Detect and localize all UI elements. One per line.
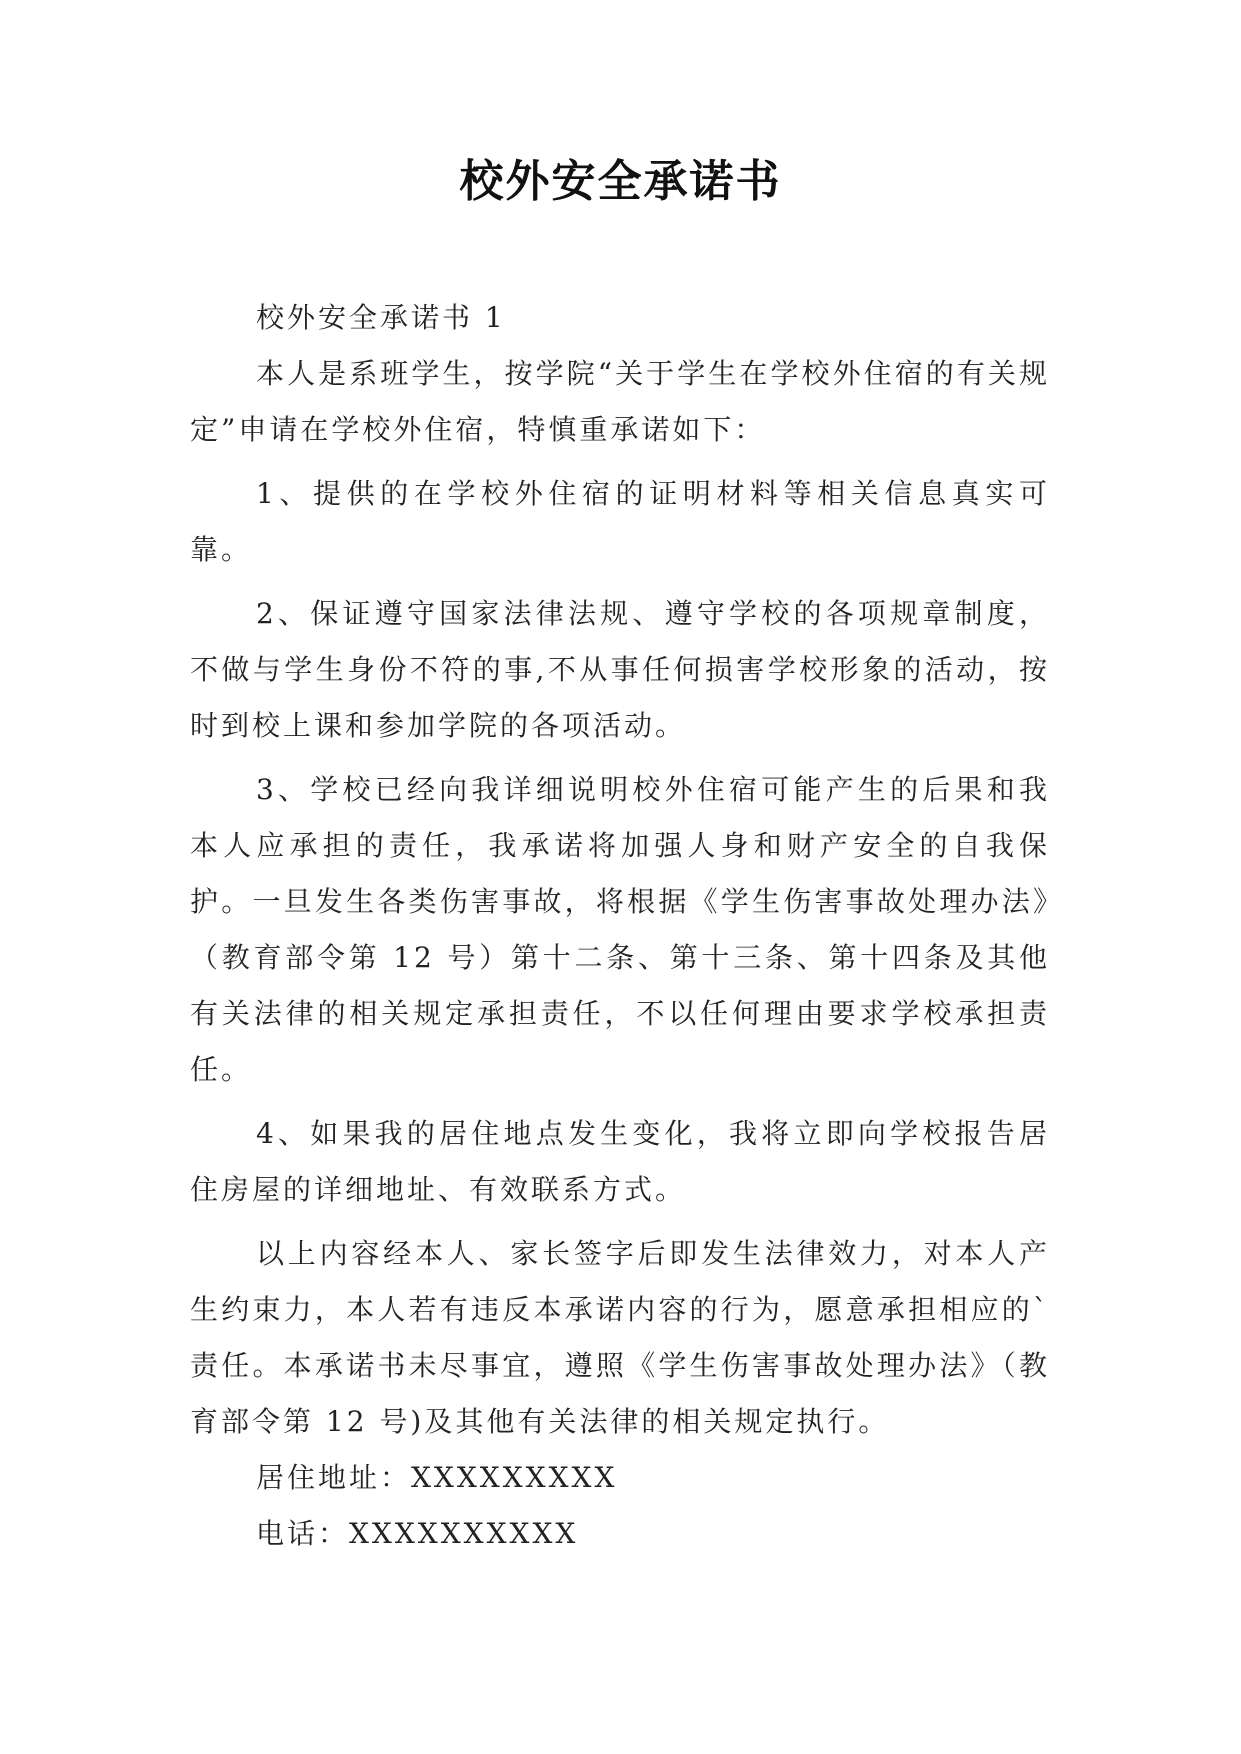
clause-1-paragraph: 1、提供的在学校外住宿的证明材料等相关信息真实可靠。 — [190, 477, 1050, 566]
address-line: 居住地址：XXXXXXXXX — [256, 1461, 618, 1494]
phone-line: 电话：XXXXXXXXXX — [256, 1517, 579, 1550]
clause-3-paragraph: 3、学校已经向我详细说明校外住宿可能产生的后果和我本人应承担的责任，我承诺将加强人身和财产安全的自我保护。一旦发生各类伤害事故，将根据《学生伤害事故处理办法》（教育部令第 12 号）第十二条、第十三条、第十四条及其他有关法律的相关规定承担责任，不以任何理由要求学校承担责任。 — [190, 773, 1050, 1086]
subtitle-paragraph: 校外安全承诺书 1 — [256, 301, 506, 334]
closing-paragraph: 以上内容经本人、家长签字后即发生法律效力，对本人产生约束力，本人若有违反本承诺内容的行为，愿意承担相应的`责任。本承诺书未尽事宜，遵照《学生伤害事故处理办法》（教育部令第 12 号)及其他有关法律的相关规定执行。 — [190, 1237, 1050, 1438]
document-title: 校外安全承诺书 — [459, 156, 782, 207]
clause-4-paragraph: 4、如果我的居住地点发生变化，我将立即向学校报告居住房屋的详细地址、有效联系方式。 — [190, 1117, 1050, 1206]
clause-2-paragraph: 2、保证遵守国家法律法规、遵守学校的各项规章制度，不做与学生身份不符的事,不从事任何损害学校形象的活动，按时到校上课和参加学院的各项活动。 — [190, 597, 1050, 742]
intro-paragraph: 本人是系班学生，按学院“关于学生在学校外住宿的有关规定”申请在学校外住宿，特慎重承诺如下： — [190, 357, 1050, 446]
document-body — [190, 290, 1050, 1562]
